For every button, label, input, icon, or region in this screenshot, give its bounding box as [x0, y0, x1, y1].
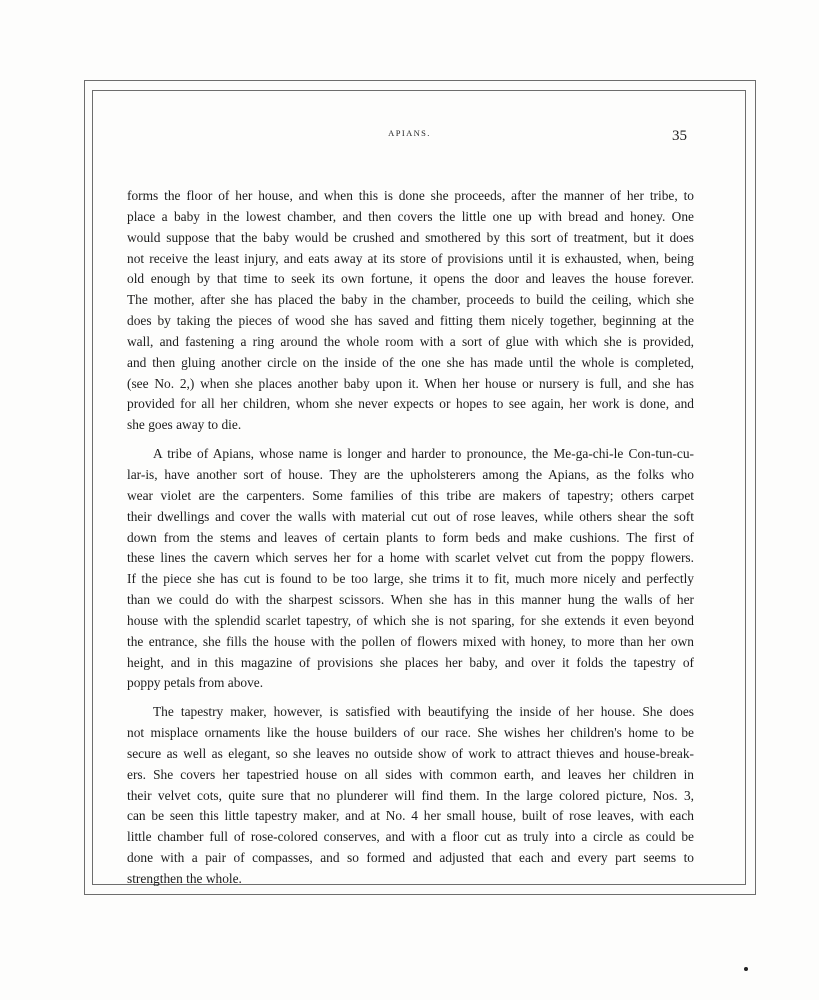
text-line: place a baby in the lowest chamber, and then covers the little one up with bread and honey. One [127, 208, 694, 224]
running-head: APIANS. [388, 128, 431, 138]
text-line: little chamber full of rose-colored conserves, and with a floor cut as truly into a circle as could be [127, 829, 694, 845]
text-line: provided for all her children, whom she never expects or hopes to see again, her work is done, and [127, 396, 694, 412]
text-line: The mother, after she has placed the baby in the chamber, proceeds to build the ceiling, which she [127, 292, 694, 308]
text-line: The tapestry maker, however, is satisfied with beautifying the inside of her house. She does [153, 704, 694, 720]
text-line: down from the stems and leaves of certain plants to form beds and make cushions. The first of [127, 529, 694, 545]
text-line: does by taking the pieces of wood she has saved and fitting them nicely together, beginning at the [127, 313, 694, 329]
text-line: secure as well as elegant, so she leaves no outside show of work to attract thieves and house-break- [127, 745, 694, 761]
text-line: ers. She covers her tapestried house on all sides with common earth, and leaves her children in [127, 766, 694, 782]
paragraph [127, 444, 694, 694]
text-line: lar-is, have another sort of house. They are the upholsterers among the Apians, as the folks who [127, 466, 694, 482]
text-line: not receive the least injury, and eats away at its store of provisions until it is exhausted, when, being [127, 250, 694, 266]
text-line: (see No. 2,) when she places another baby upon it. When her house or nursery is full, and she has [127, 375, 694, 391]
text-line: and then gluing another circle on the inside of the one she has made until the whole is completed, [127, 354, 694, 370]
text-line: house with the splendid scarlet tapestry, of which she is not sparing, for she extends it even beyond [127, 612, 694, 628]
text-line: forms the floor of her house, and when this is done she proceeds, after the manner of her tribe, to [127, 188, 694, 203]
paragraph [127, 186, 694, 436]
text-line: old enough by that time to seek its own fortune, it opens the door and leaves the house forever. [127, 271, 694, 287]
page-number: 35 [672, 128, 687, 144]
text-line: wall, and fastening a ring around the whole room with a sort of glue with which she is provided, [127, 333, 694, 349]
text-line: she goes away to die. [127, 417, 242, 433]
paragraph [127, 702, 694, 890]
text-line: wear violet are the carpenters. Some families of this tribe are makers of tapestry; others carpet [127, 487, 694, 503]
text-line: height, and in this magazine of provisions she places her baby, and over it folds the tapestry of [127, 654, 694, 670]
text-line: these lines the cavern which serves her for a home with scarlet velvet cut from the poppy flowers. [127, 550, 694, 566]
text-line: poppy petals from above. [127, 675, 264, 691]
text-line: would suppose that the baby would be crushed and smothered by this sort of treatment, but it does [127, 229, 694, 245]
text-line: their velvet cots, quite sure that no plunderer will find them. In the large colored picture, Nos. 3, [127, 787, 694, 803]
text-line: not misplace ornaments like the house builders of our race. She wishes her children's home to be [127, 725, 694, 741]
text-line: the entrance, she fills the house with the pollen of flowers mixed with honey, to more than her own [127, 633, 694, 649]
text-line: done with a pair of compasses, and so formed and adjusted that each and every part seems to [127, 850, 694, 866]
text-line: If the piece she has cut is found to be too large, she trims it to fit, much more nicely and perfectly [127, 571, 694, 587]
text-line: A tribe of Apians, whose name is longer and harder to pronounce, the Me-ga-chi-le Con-tun-cu- [153, 446, 694, 462]
ink-speck [744, 967, 748, 971]
body-text [127, 186, 694, 890]
text-line: can be seen this little tapestry maker, and at No. 4 her small house, built of rose leaves, with each [127, 808, 694, 824]
text-line: their dwellings and cover the walls with material cut out of rose leaves, while others shear the soft [127, 508, 694, 524]
text-line: strengthen the whole. [127, 871, 242, 886]
text-line: than we could do with the sharpest scissors. When she has in this manner hung the walls of her [127, 592, 694, 608]
